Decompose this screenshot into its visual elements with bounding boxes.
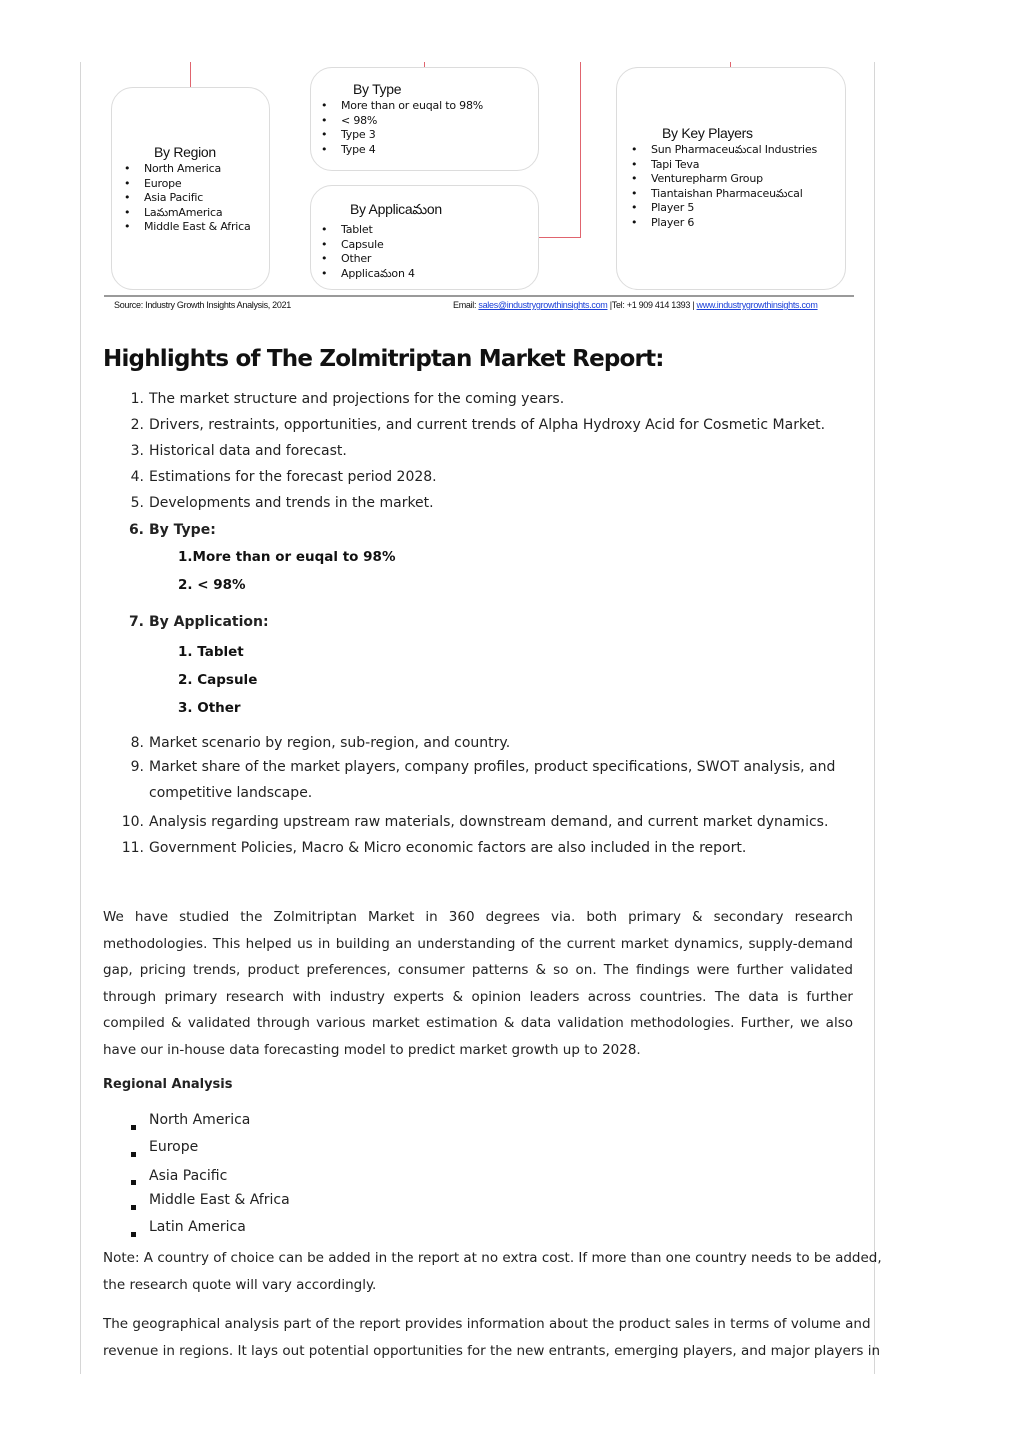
list-item: 10. Analysis regarding upstream raw materials, downstream demand, and current market dynamics.	[121, 814, 829, 830]
application-sub-item: 2. Capsule	[178, 672, 258, 688]
region-item: Middle East & Africa	[149, 1192, 290, 1208]
tel-text: |Tel: +1 909 414 1393 |	[607, 300, 697, 310]
application-sub-item: 3. Other	[178, 700, 241, 716]
list-item: • Asia Pacific	[122, 191, 269, 206]
list-item: • < 98%	[319, 114, 538, 129]
list-item: • Venturepharm Group	[629, 172, 845, 187]
by-application-box	[310, 185, 539, 290]
bullet-square	[131, 1125, 136, 1130]
list-item: • Type 3	[319, 128, 538, 143]
source-text: Source: Industry Growth Insights Analysis, 2021	[114, 300, 291, 310]
list-item: • Sun Pharmaceuమcal Industries	[629, 143, 845, 158]
page-title: Highlights of The Zolmitriptan Market Report:	[103, 346, 664, 372]
list-item: • More than or euqal to 98%	[319, 99, 538, 114]
by-key-players-title: By Key Players	[662, 125, 753, 141]
list-item: 1. The market structure and projections for the coming years.	[130, 391, 565, 407]
methodology-paragraph: We have studied the Zolmitriptan Market in 360 degrees via. both primary & secondary research methodologies. This helped us in building an understanding of the current market dynamics, supply-demand gap, pricing trends, product preferences, consumer patterns & so on. The ﬁndings were further validated through primary research with industry experts & opinion leaders across countries. The data is further compiled & validated through various market estimation & data validation methodologies. Further, we also have our in-house data forecasting model to predict market growth up to 2028.	[103, 909, 853, 1058]
list-item: 7. By Application:	[128, 614, 269, 630]
connector-line	[190, 62, 191, 88]
list-item: • Tablet	[319, 223, 538, 238]
list-item: • Type 4	[319, 143, 538, 158]
note-line: the research quote will vary accordingly.	[103, 1277, 377, 1293]
connector-line	[580, 62, 581, 238]
region-item: Europe	[149, 1139, 199, 1155]
by-type-box	[310, 67, 539, 171]
source-divider	[104, 295, 854, 297]
list-item: • North America	[122, 162, 269, 177]
list-item-continuation: competitive landscape.	[149, 785, 313, 801]
list-item: 8. Market scenario by region, sub-region, and country.	[130, 735, 511, 751]
list-item: 6. By Type:	[128, 522, 216, 538]
list-item: • Other	[319, 252, 538, 267]
by-application-title: By Applicaమon	[350, 201, 442, 217]
note-line: Note: A country of choice can be added in the report at no extra cost. If more than one country needs to be added,	[103, 1250, 882, 1266]
geo-paragraph-line: revenue in regions. It lays out potential opportunities for the new entrants, emerging players, and major players in	[103, 1343, 880, 1359]
website-link[interactable]: www.industrygrowthinsights.com	[696, 300, 818, 310]
list-item: 9. Market share of the market players, company proﬁles, product speciﬁcations, SWOT analysis, and	[130, 759, 836, 775]
list-item: 5. Developments and trends in the market.	[130, 495, 434, 511]
email-link[interactable]: sales@industrygrowthinsights.com	[478, 300, 608, 310]
geo-paragraph-line: The geographical analysis part of the report provides information about the product sales in terms of volume and	[103, 1316, 871, 1332]
email-label: Email:	[453, 300, 479, 310]
regional-analysis-heading: Regional Analysis	[103, 1077, 233, 1092]
list-item: • Middle East & Africa	[122, 220, 269, 235]
by-type-title: By Type	[353, 81, 402, 97]
region-item: North America	[149, 1112, 251, 1128]
region-item: Latin America	[149, 1219, 246, 1235]
region-item: Asia Paciﬁc	[149, 1168, 228, 1184]
list-item: • LaమmAmerica	[122, 206, 269, 221]
type-sub-item: 1.More than or euqal to 98%	[178, 549, 396, 565]
list-item: • Tiantaishan Pharmaceuమcal	[629, 187, 845, 202]
list-item: 4. Estimations for the forecast period 2028.	[130, 469, 437, 485]
bullet-square	[131, 1232, 136, 1237]
page-border-left	[80, 62, 81, 1374]
by-key-players-box	[616, 67, 846, 290]
list-item: 3. Historical data and forecast.	[130, 443, 347, 459]
list-item: • Player 5	[629, 201, 845, 216]
list-item: 11. Government Policies, Macro & Micro economic factors are also included in the report.	[121, 840, 747, 856]
bullet-square	[131, 1180, 136, 1185]
by-key-players-list	[629, 143, 845, 230]
by-region-list	[122, 162, 269, 235]
list-item: • Tapi Teva	[629, 158, 845, 173]
contact-line	[453, 300, 818, 310]
list-item: • Europe	[122, 177, 269, 192]
list-item: 2. Drivers, restraints, opportunities, and current trends of Alpha Hydroxy Acid for Cosmetic Market.	[130, 417, 826, 433]
list-item: • Capsule	[319, 238, 538, 253]
by-type-list	[319, 99, 538, 157]
application-sub-item: 1. Tablet	[178, 644, 244, 660]
list-item: • Player 6	[629, 216, 845, 231]
page-border-right	[874, 62, 875, 1374]
type-sub-item: 2. < 98%	[178, 577, 246, 593]
bullet-square	[131, 1152, 136, 1157]
by-region-title: By Region	[154, 144, 216, 160]
by-region-box	[111, 87, 270, 290]
list-item: • Applicaమon 4	[319, 267, 538, 282]
bullet-square	[131, 1205, 136, 1210]
connector-line	[538, 237, 581, 238]
by-application-list	[319, 223, 538, 281]
